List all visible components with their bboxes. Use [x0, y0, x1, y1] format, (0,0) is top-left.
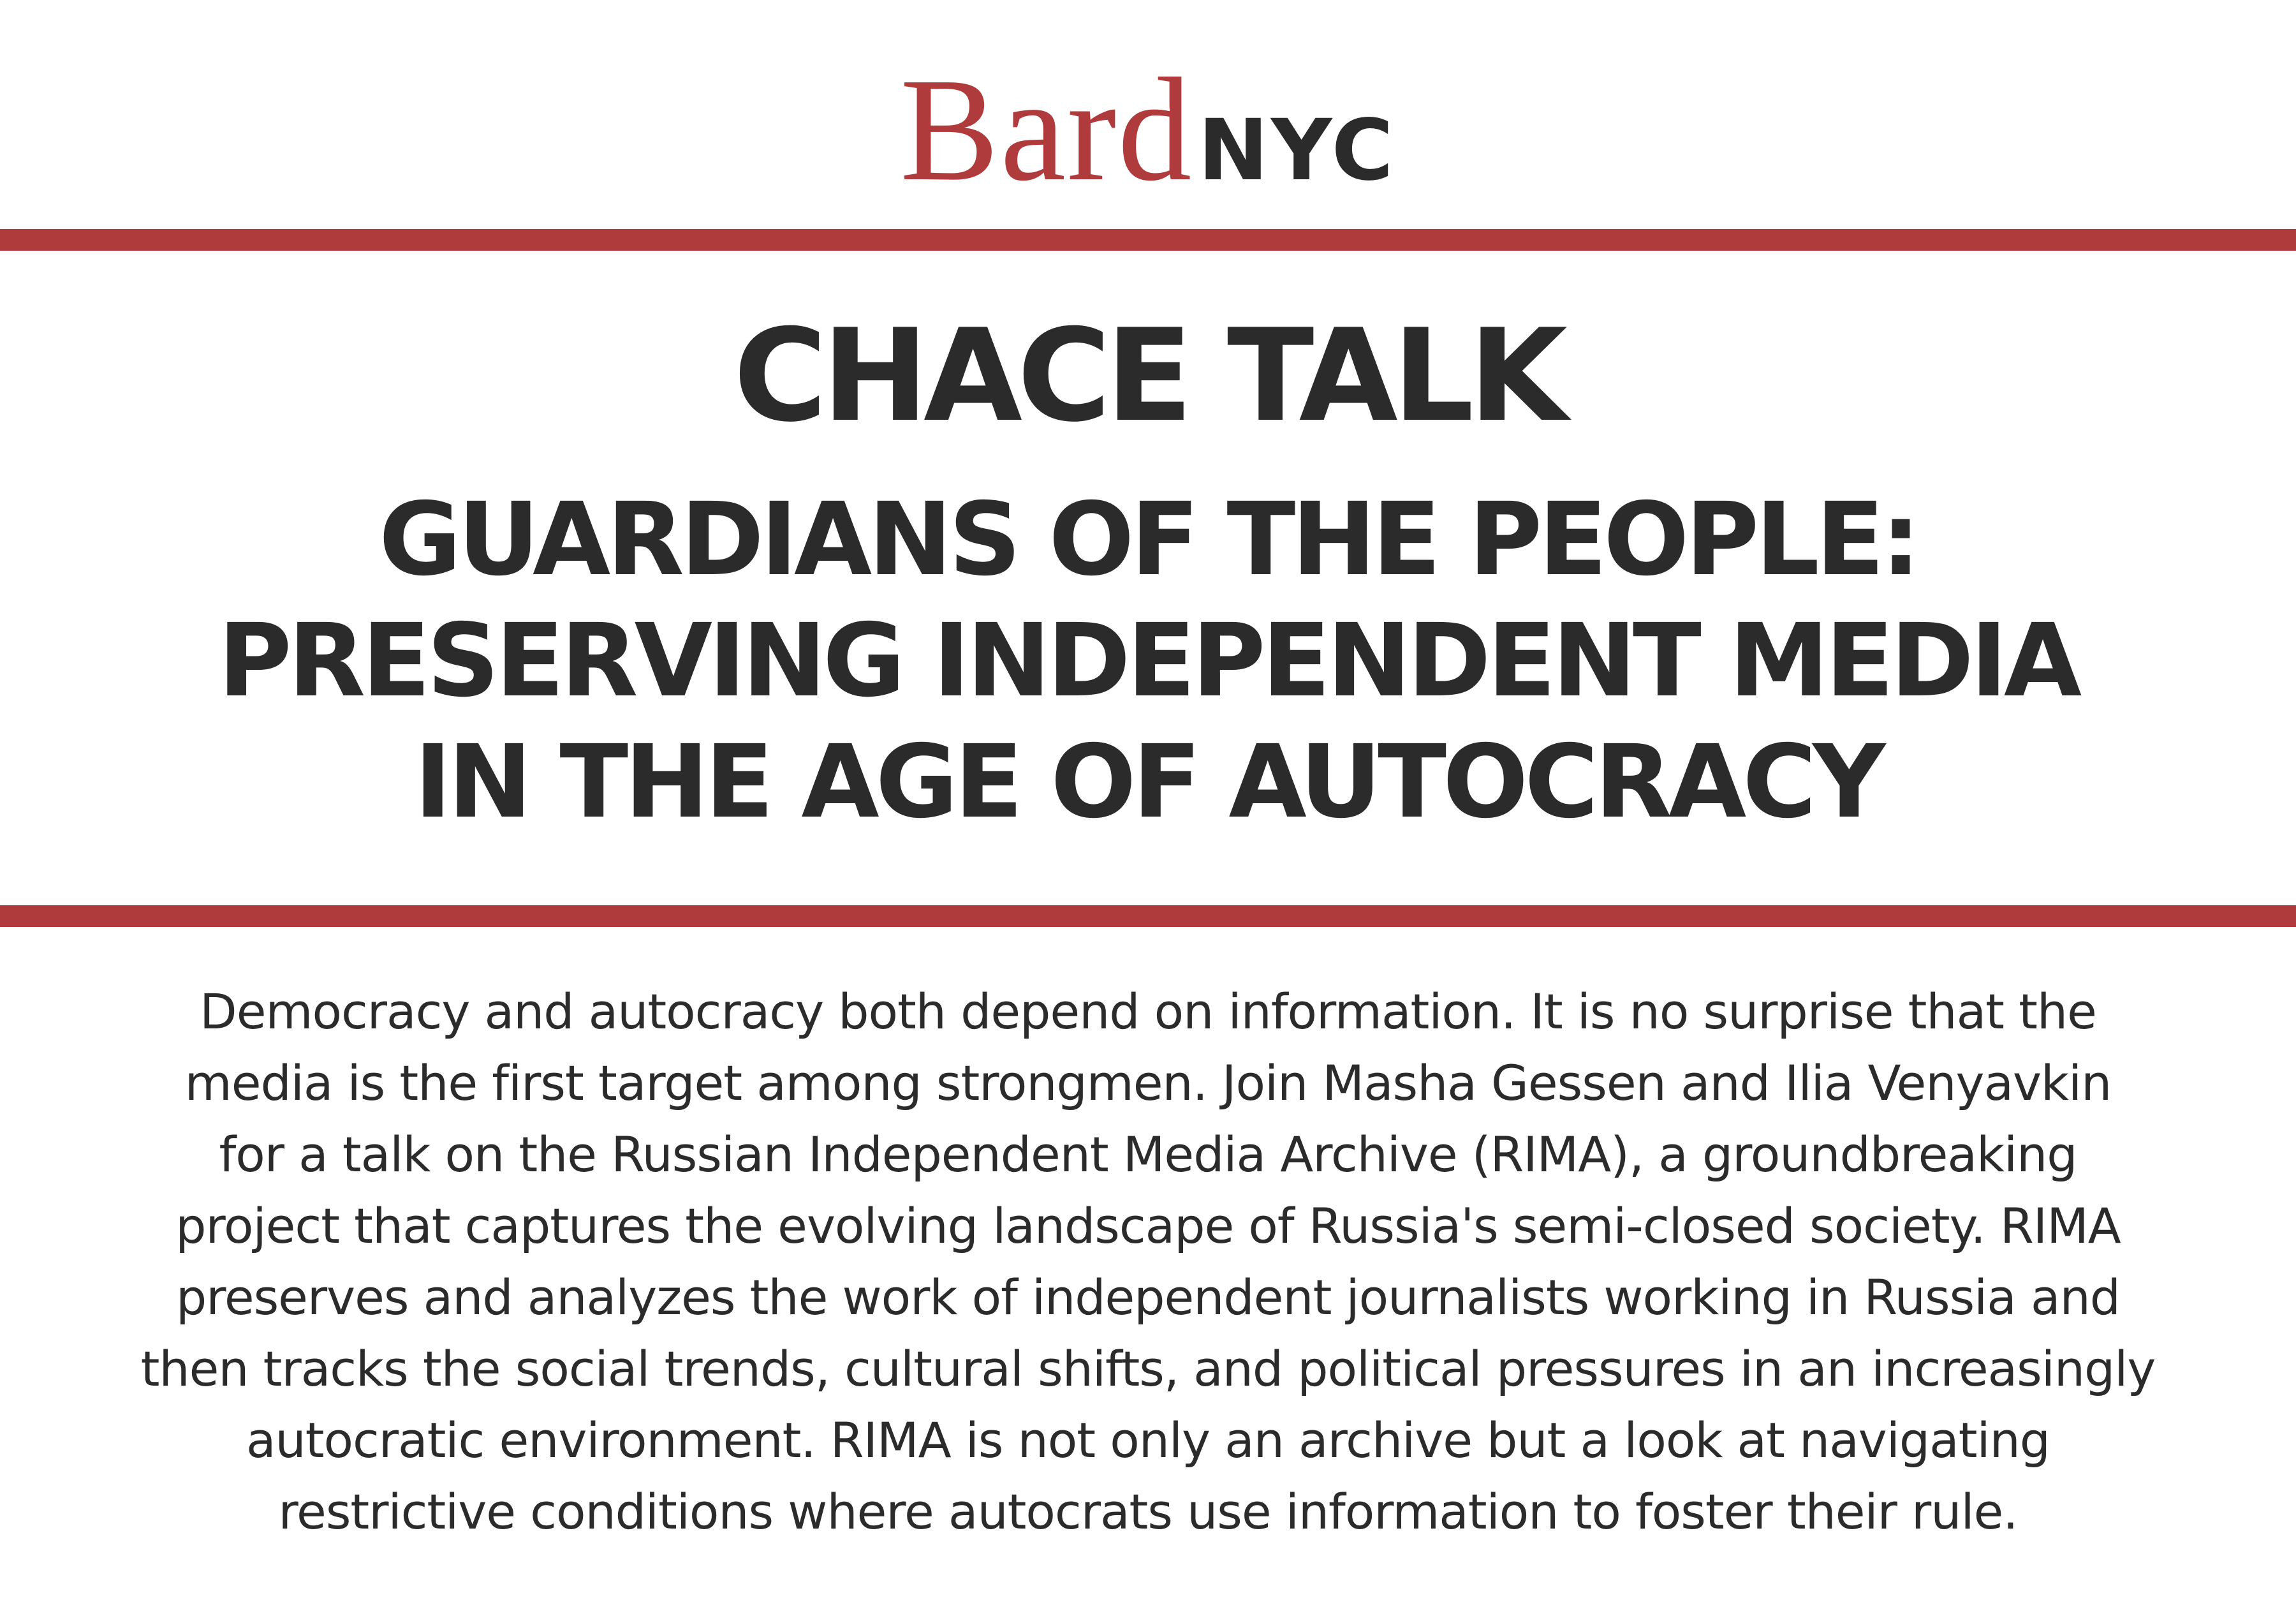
subtitle-line-3: IN THE AGE OF AUTOCRACY — [414, 723, 1882, 841]
description-line: preserves and analyzes the work of independent journalists working in Russia and — [176, 1269, 2120, 1326]
subtitle-line-1: GUARDIANS OF THE PEOPLE: — [378, 481, 1918, 598]
logo-bard-text: Bard — [900, 48, 1193, 212]
description-line: restrictive conditions where autocrats use information to foster their rule. — [278, 1483, 2018, 1540]
description-line: autocratic environment. RIMA is not only an archive but a look at navigating — [246, 1412, 2050, 1469]
event-title: CHACE TALK — [733, 302, 1563, 450]
description-line: project that captures the evolving landscape of Russia's semi-closed society. RIMA — [175, 1197, 2121, 1254]
bard-nyc-logo — [0, 48, 2296, 212]
description-line: media is the first target among strongmen. Join Masha Gessen and Ilia Venyavkin — [184, 1055, 2112, 1111]
top-divider — [0, 229, 2296, 251]
description-line: Democracy and autocracy both depend on information. It is no surprise that the — [200, 983, 2096, 1040]
bottom-divider — [0, 905, 2296, 927]
event-description — [0, 976, 2296, 1548]
description-line: for a talk on the Russian Independent Media Archive (RIMA), a groundbreaking — [219, 1126, 2077, 1183]
description-line: then tracks the social trends, cultural shifts, and political pressures in an increasingly — [140, 1340, 2156, 1397]
subtitle-line-2: PRESERVING INDEPENDENT MEDIA — [217, 602, 2079, 720]
logo-nyc-text: NYC — [1198, 101, 1396, 200]
